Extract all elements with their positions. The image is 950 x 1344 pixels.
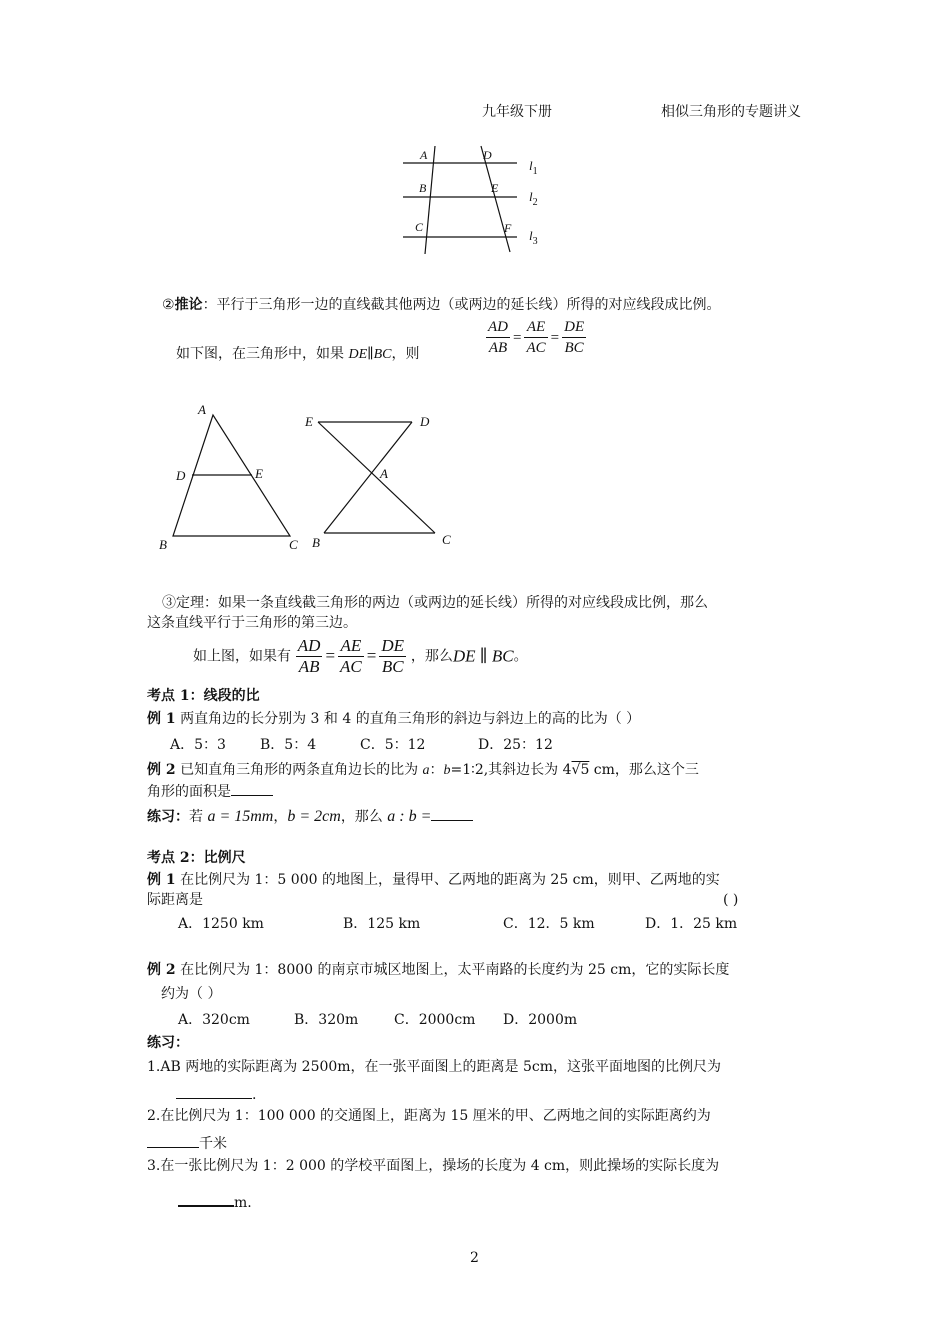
sec1-practice: 练习：若 a = 15mm，b = 2cm，那么 a : b = — [147, 806, 473, 826]
sec1-example2-line2: 角形的面积是 — [147, 781, 273, 801]
sec1-example1: 例 1 两直角边的长分别为 3 和 4 的直角三角形的斜边与斜边上的高的比为（ ） — [147, 711, 641, 727]
answer-blank[interactable] — [176, 1084, 252, 1099]
theorem-line1: ③定理：如果一条直线截三角形的两边（或两边的延长线）所得的对应线段成比例，那么 — [162, 595, 708, 611]
triangle-figure — [155, 398, 305, 558]
fig2-label-E: E — [255, 466, 263, 481]
sec2-example2-line2: 约为（ ） — [161, 986, 222, 1002]
parallel-lines-figure — [395, 140, 555, 260]
sec2-practice-1-end: . — [176, 1084, 256, 1104]
sec1-example2: 例 2 已知直角三角形的两条直角边长的比为 a：b=1∶2,其斜边长为 4√5 cm，那么这个三 — [147, 762, 699, 778]
sec2-example1-line2: 际距离是 — [147, 892, 203, 908]
fig3-label-B: B — [312, 535, 320, 550]
answer-blank[interactable] — [231, 781, 273, 796]
answer-blank[interactable] — [431, 806, 473, 821]
sec2-ex1-option-a: A．1250 km — [178, 916, 264, 932]
corollary-line2: 如下图，在三角形中，如果 DE∥BC，则 — [176, 346, 420, 362]
fig2-label-C: C — [289, 537, 298, 552]
fig1-label-D: D — [483, 148, 492, 162]
fig1-label-B: B — [419, 181, 427, 195]
sec2-ex2-option-b: B．320m — [294, 1012, 359, 1028]
sec2-practice-1: 1.AB 两地的实际距离为 2500m，在一张平面图上的距离是 5cm，这张平面地图的比例尺为 — [147, 1059, 722, 1075]
sec2-ex2-option-a: A．320cm — [178, 1012, 250, 1028]
sec1-ex1-option-a: A．5：3 — [170, 737, 226, 753]
sec2-example1-paren: ( ) — [723, 892, 739, 908]
sec2-example1: 例 1 在比例尺为 1：5 000 的地图上，量得甲、乙两地的距离为 25 cm，则甲、乙两地的实 — [147, 872, 720, 888]
fig1-l3: l — [529, 228, 533, 243]
sec2-example2: 例 2 在比例尺为 1：8000 的南京市城区地图上，太平南路的长度约为 25 cm，它的实际长度 — [147, 962, 730, 978]
sec2-ex2-option-c: C．2000cm — [394, 1012, 476, 1028]
answer-blank[interactable] — [147, 1133, 199, 1148]
section2-title: 考点 2：比例尺 — [147, 850, 246, 866]
section1-title: 考点 1：线段的比 — [147, 688, 260, 704]
answer-blank[interactable] — [178, 1191, 234, 1207]
fig1-l2: l — [529, 189, 533, 204]
sec2-practice-label: 练习： — [147, 1035, 189, 1051]
sec2-ex1-option-c: C．12．5 km — [503, 916, 595, 932]
fig2-label-A: A — [198, 402, 206, 417]
fig1-label-C: C — [415, 220, 424, 234]
corollary-text: ②推论：平行于三角形一边的直线截其他两边（或两边的延长线）所得的对应线段成比例。 — [162, 297, 721, 313]
fig2-label-D: D — [176, 468, 186, 483]
fig1-label-A: A — [420, 148, 428, 162]
header-left: 九年级下册 — [482, 104, 552, 120]
fig1-label-E: E — [491, 181, 499, 195]
fig3-label-E: E — [305, 414, 313, 429]
theorem-line2: 这条直线平行于三角形的第三边。 — [147, 615, 357, 631]
fig3-label-C: C — [442, 532, 451, 547]
sec2-practice-3: 3.在一张比例尺为 1：2 000 的学校平面图上，操场的长度为 4 cm，则此操场的实际长度为 — [147, 1158, 720, 1174]
header-right: 相似三角形的专题讲义 — [661, 104, 801, 120]
fig2-label-B: B — [159, 537, 167, 552]
fig1-label-F: F — [504, 221, 512, 235]
hourglass-figure — [300, 405, 465, 555]
fig3-label-D: D — [420, 414, 430, 429]
sec1-ex1-option-b: B．5：4 — [260, 737, 317, 753]
svg-text:l3: $l_3$ — [529, 228, 538, 247]
sec2-practice-2-end: 千米 — [147, 1133, 227, 1153]
sec2-ex1-option-d: D．1．25 km — [645, 916, 738, 932]
page-number: 2 — [470, 1250, 479, 1266]
fig3-label-A: A — [380, 466, 388, 481]
sec2-ex1-option-b: B．125 km — [343, 916, 421, 932]
sec2-practice-2: 2.在比例尺为 1：100 000 的交通图上，距离为 15 厘米的甲、乙两地之间的实际距离约为 — [147, 1108, 711, 1124]
sec1-ex1-option-d: D．25：12 — [478, 737, 553, 753]
theorem-line3: 如上图，如果有 $\frac{AD}{AB}$ = $\frac{AE}{AC}$ = $\frac{DE}{BC}$ ，那么DE ∥ BC。 — [193, 636, 528, 676]
fig1-l1: l — [529, 158, 533, 173]
corollary-proportion: $\frac{AD}{AB}$ = $\frac{AE}{AC}$ = $\frac{DE}{BC}$ — [488, 319, 585, 356]
sec2-practice-3-end: m. — [178, 1191, 252, 1212]
svg-text:l1: $l_1$ — [529, 158, 538, 177]
sec1-ex1-option-c: C．5：12 — [360, 737, 426, 753]
svg-text:l2: $l_2$ — [529, 189, 538, 208]
sec2-ex2-option-d: D．2000m — [503, 1012, 578, 1028]
